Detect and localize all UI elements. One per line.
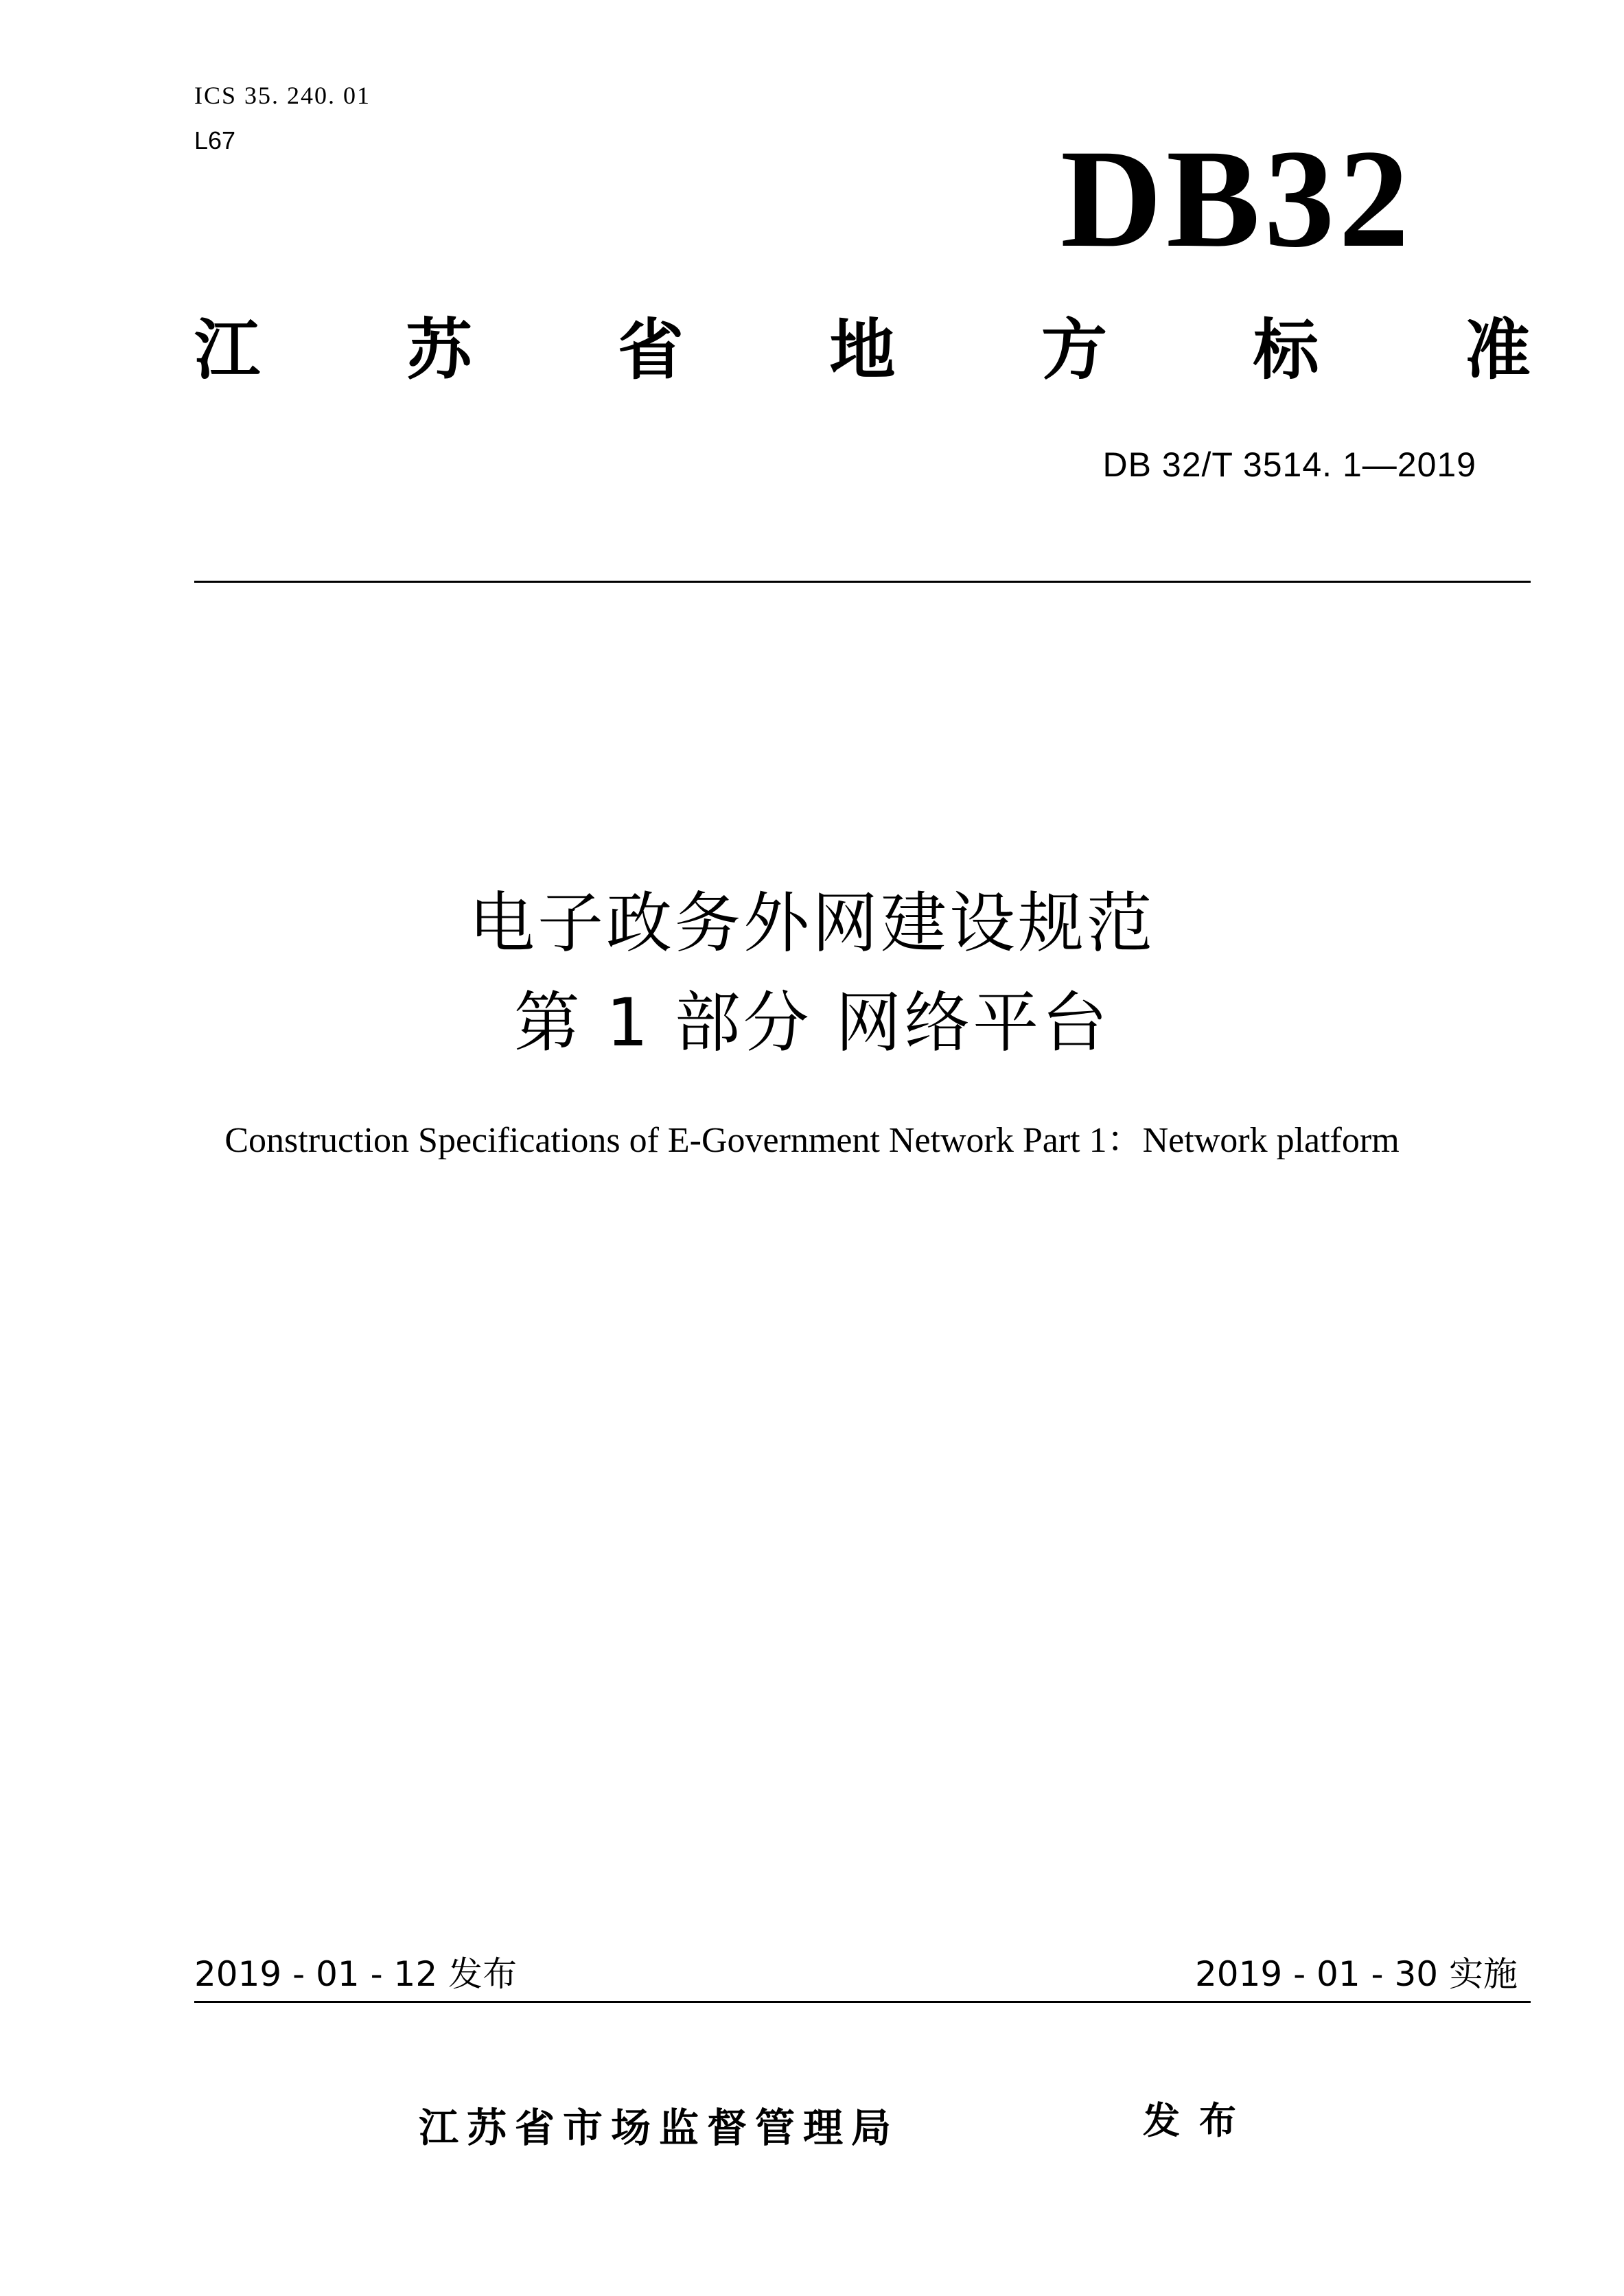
ics-code: ICS 35. 240. 01 bbox=[194, 82, 371, 109]
standard-type-char: 苏 bbox=[406, 312, 472, 389]
issuing-authority: 江苏省市场监督管理局 bbox=[419, 2104, 900, 2151]
standard-type-char: 江 bbox=[194, 312, 260, 389]
standard-type bbox=[194, 312, 1531, 388]
bottom-divider bbox=[194, 2001, 1531, 2003]
standard-type-char: 准 bbox=[1465, 312, 1531, 389]
standard-type-char: 方 bbox=[1041, 312, 1107, 389]
standard-type-char: 标 bbox=[1253, 312, 1319, 389]
top-divider bbox=[194, 581, 1531, 583]
standard-number: DB 32/T 3514. 1—2019 bbox=[1102, 445, 1476, 484]
standard-type-char: 地 bbox=[829, 312, 896, 389]
title-english: Construction Specifications of E-Government Network Part 1：Network platform bbox=[224, 1121, 1400, 1160]
classification-code: L67 bbox=[194, 126, 236, 154]
standard-type-char: 省 bbox=[618, 312, 684, 389]
implementation-date: 2019 - 01 - 30 实施 bbox=[1194, 1954, 1518, 1994]
title-chinese-line2: 第 1 部分 网络平台 bbox=[513, 984, 1111, 1061]
issue-date: 2019 - 01 - 12 发布 bbox=[194, 1954, 518, 1994]
db32-logo: DB32 bbox=[1060, 121, 1413, 277]
publish-label: 发布 bbox=[1143, 2099, 1255, 2142]
title-chinese-line1: 电子政务外网建设规范 bbox=[469, 885, 1155, 962]
